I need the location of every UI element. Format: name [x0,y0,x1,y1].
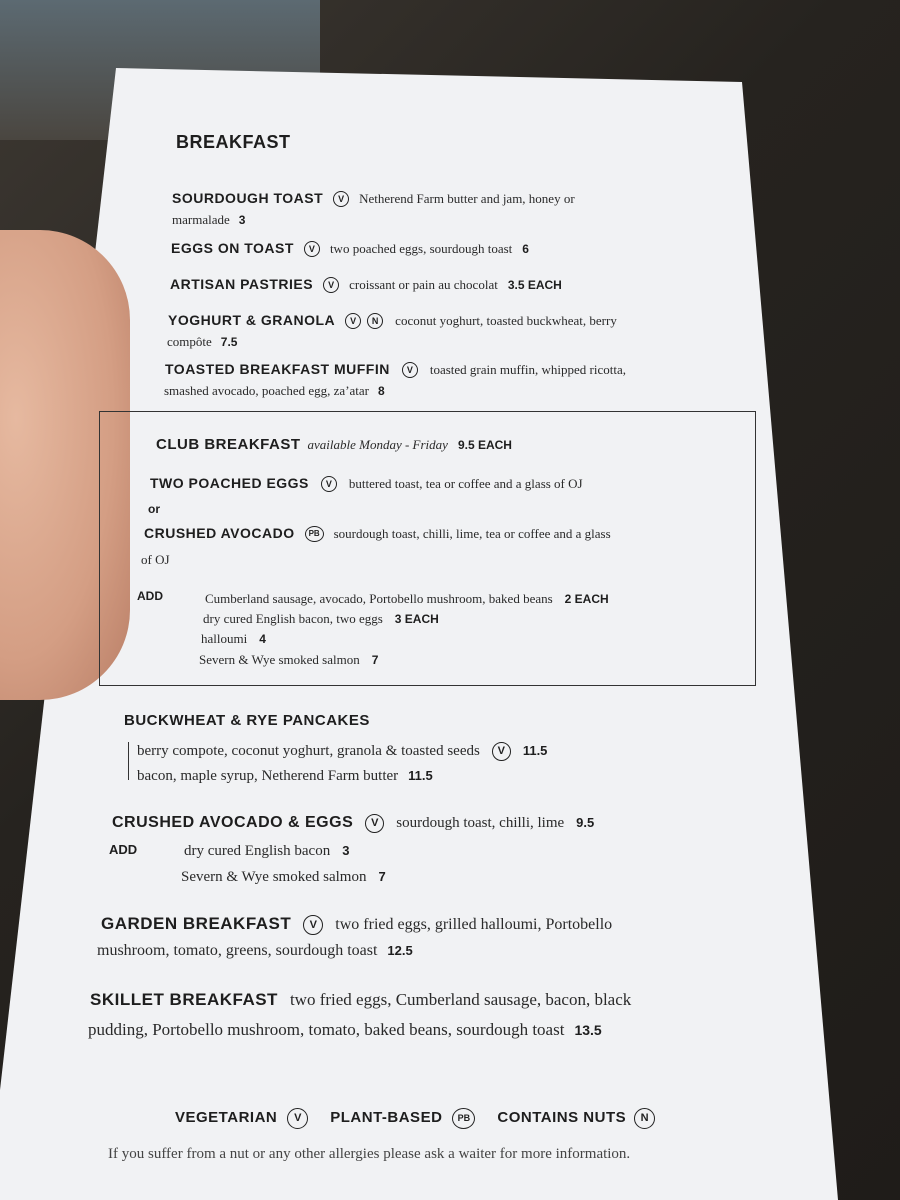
item-name: TOASTED BREAKFAST MUFFIN [165,361,390,377]
item-price: 8 [378,384,385,398]
dietary-legend [175,1108,655,1129]
item-name: GARDEN BREAKFAST [101,914,292,933]
option-description: bacon, maple syrup, Netherend Farm butter [137,768,399,784]
add-price: 7 [371,653,379,667]
menu-item-eggs-on-toast [171,240,529,258]
add-price: 2 EACH [564,592,609,606]
menu-item-artisan-pastries [170,276,562,294]
item-price: 7.5 [220,335,238,349]
add-text: Severn & Wye smoked salmon [181,869,367,885]
item-name: ARTISAN PASTRIES [170,276,314,292]
add-price: 4 [259,632,266,646]
menu-item-sourdough-toast [172,190,575,208]
menu-item-yoghurt-granola [168,312,617,330]
club-breakfast-header [156,436,512,454]
menu-item-breakfast-muffin [165,361,626,379]
item-description: toasted grain muffin, whipped ricotta, [429,362,627,377]
club-option-crushed-avocado [144,525,611,543]
plant-based-badge-icon: PB [452,1108,475,1129]
club-availability: available Monday - Friday [307,437,448,452]
item-description: two poached eggs, sourdough toast [329,241,513,256]
legend-label: VEGETARIAN [175,1109,278,1127]
vegetarian-badge-icon: V [365,814,384,833]
vegetarian-badge-icon: V [345,313,361,329]
add-text: dry cured English bacon [184,843,331,859]
item-description: Netherend Farm butter and jam, honey or [359,191,575,206]
item-description: croissant or pain au chocolat [349,277,498,292]
item-price: 6 [522,242,529,256]
avo-add-line [184,842,349,860]
vegetarian-badge-icon: V [323,277,339,293]
item-description-cont: marmalade [172,212,230,227]
legend-label: PLANT-BASED [330,1109,443,1127]
pancakes-option [137,742,547,761]
avo-add-label: ADD [109,842,138,857]
pancakes-name: BUCKWHEAT & RYE PANCAKES [124,712,370,729]
option-description: sourdough toast, chilli, lime, tea or coffee and a glass [333,526,611,541]
club-add-line [205,590,609,608]
item-name: SOURDOUGH TOAST [172,190,324,206]
item-name: EGGS ON TOAST [171,240,294,256]
vegetarian-badge-icon: V [287,1108,308,1129]
club-add-line [203,610,439,628]
add-text: halloumi [201,631,248,646]
item-description-cont: mushroom, tomato, greens, sourdough toast [97,942,378,959]
add-price: 3 [342,843,350,858]
legend-label: CONTAINS NUTS [497,1109,627,1127]
item-name: YOGHURT & GRANOLA [168,312,336,328]
club-price: 9.5 EACH [457,438,512,452]
item-price: 12.5 [387,943,413,958]
vegetarian-badge-icon: V [304,241,320,257]
club-add-line [199,651,378,669]
club-or-label: or [148,502,160,516]
option-price: 11.5 [408,768,433,783]
item-name: SKILLET BREAKFAST [90,990,278,1009]
add-text: Cumberland sausage, avocado, Portobello mushroom, baked beans [205,591,553,606]
avo-add-line [181,868,386,886]
menu-item-crushed-avocado-eggs [112,814,594,833]
pancakes-option [137,767,433,785]
menu-item-skillet-breakfast [90,990,631,1010]
vegetarian-badge-icon: V [402,362,418,378]
vegetarian-badge-icon: V [333,191,349,207]
menu-title: BREAKFAST [176,132,291,152]
club-add-label: ADD [137,589,163,603]
item-description: two fried eggs, grilled halloumi, Portobello [335,916,613,933]
item-description-cont: compôte [167,334,212,349]
club-name: CLUB BREAKFAST [156,436,301,453]
add-text: Severn & Wye smoked salmon [199,652,360,667]
item-description: two fried eggs, Cumberland sausage, bacon, black [289,990,632,1009]
item-price: 13.5 [574,1022,602,1038]
nuts-badge-icon: N [634,1108,655,1129]
club-add-line [201,630,266,648]
option-description-cont: of OJ [141,552,170,567]
item-description-cont: smashed avocado, poached egg, za’atar [164,383,370,398]
item-price: 3.5 EACH [507,278,562,292]
item-name: CRUSHED AVOCADO & EGGS [112,814,354,832]
add-price: 7 [378,869,386,884]
nuts-badge-icon: N [367,313,383,329]
club-option-poached-eggs [150,475,583,493]
item-description: coconut yoghurt, toasted buckwheat, berry [395,313,617,328]
pancakes-divider [128,742,129,780]
allergy-notice: If you suffer from a nut or any other allergies please ask a waiter for more information. [108,1146,631,1162]
item-description-cont: pudding, Portobello mushroom, tomato, baked beans, sourdough toast [88,1020,565,1039]
vegetarian-badge-icon: V [492,742,511,761]
option-name: TWO POACHED EGGS [150,475,309,491]
option-description: buttered toast, tea or coffee and a glass of OJ [348,476,583,491]
item-price: 9.5 [576,815,595,831]
option-name: CRUSHED AVOCADO [144,525,295,541]
menu-item-garden-breakfast [101,914,612,935]
vegetarian-badge-icon: V [303,915,323,935]
option-description: berry compote, coconut yoghurt, granola & toasted seeds [137,743,480,760]
add-price: 3 EACH [394,612,439,626]
add-text: dry cured English bacon, two eggs [203,611,383,626]
item-description: sourdough toast, chilli, lime [396,815,565,832]
option-price: 11.5 [522,743,548,759]
item-price: 3 [238,213,246,227]
vegetarian-badge-icon: V [321,476,337,492]
plant-based-badge-icon: PB [305,526,324,542]
